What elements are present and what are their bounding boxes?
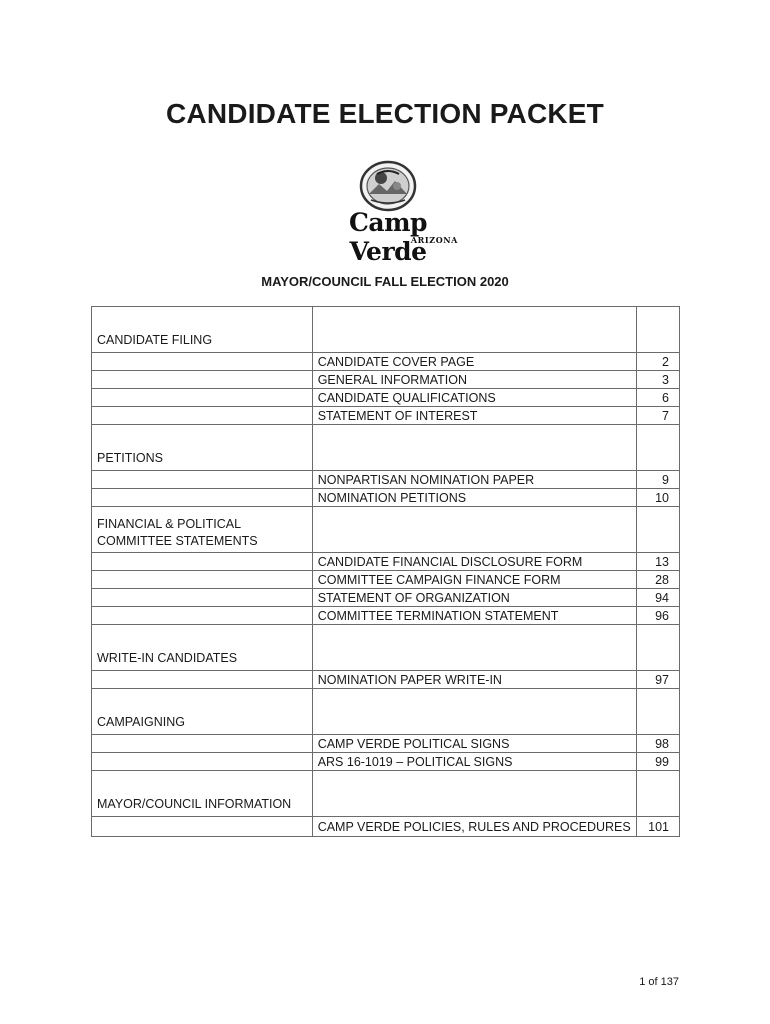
item-label: NOMINATION PETITIONS bbox=[312, 489, 636, 507]
section-row bbox=[92, 689, 680, 735]
table-row bbox=[92, 353, 680, 371]
table-row bbox=[92, 371, 680, 389]
item-label: CAMP VERDE POLICIES, RULES AND PROCEDURES bbox=[312, 817, 636, 837]
table-row bbox=[92, 589, 680, 607]
item-page: 101 bbox=[636, 817, 679, 837]
item-page: 99 bbox=[636, 753, 679, 771]
page-indicator: 1 of 137 bbox=[639, 976, 679, 988]
document-title: CANDIDATE ELECTION PACKET bbox=[166, 98, 604, 129]
table-row bbox=[92, 817, 680, 837]
item-page: 13 bbox=[636, 553, 679, 571]
item-label: NONPARTISAN NOMINATION PAPER bbox=[312, 471, 636, 489]
item-label: STATEMENT OF INTEREST bbox=[312, 407, 636, 425]
item-page: 9 bbox=[636, 471, 679, 489]
item-label: GENERAL INFORMATION bbox=[312, 371, 636, 389]
table-row bbox=[92, 471, 680, 489]
section-heading: FINANCIAL & POLITICAL COMMITTEE STATEMENTS bbox=[92, 507, 313, 553]
section-heading: PETITIONS bbox=[92, 425, 313, 471]
item-label: ARS 16-1019 – POLITICAL SIGNS bbox=[312, 753, 636, 771]
section-row bbox=[92, 307, 680, 353]
item-page: 2 bbox=[636, 353, 679, 371]
table-row bbox=[92, 671, 680, 689]
logo-wordmark: Camp Verde bbox=[348, 208, 428, 266]
section-heading: WRITE-IN CANDIDATES bbox=[92, 625, 313, 671]
table-row bbox=[92, 753, 680, 771]
item-page: 98 bbox=[636, 735, 679, 753]
item-page: 96 bbox=[636, 607, 679, 625]
town-seal-icon bbox=[357, 160, 419, 212]
contents-table bbox=[91, 306, 680, 837]
table-row bbox=[92, 407, 680, 425]
table-row bbox=[92, 607, 680, 625]
item-label: CANDIDATE QUALIFICATIONS bbox=[312, 389, 636, 407]
section-row bbox=[92, 771, 680, 817]
item-page: 94 bbox=[636, 589, 679, 607]
section-row bbox=[92, 507, 680, 553]
item-page: 28 bbox=[636, 571, 679, 589]
section-heading: MAYOR/COUNCIL INFORMATION bbox=[92, 771, 313, 817]
table-row bbox=[92, 735, 680, 753]
item-label: CANDIDATE COVER PAGE bbox=[312, 353, 636, 371]
election-subtitle: MAYOR/COUNCIL FALL ELECTION 2020 bbox=[261, 274, 509, 289]
section-heading: CAMPAIGNING bbox=[92, 689, 313, 735]
section-row bbox=[92, 625, 680, 671]
item-page: 97 bbox=[636, 671, 679, 689]
item-label: CAMP VERDE POLITICAL SIGNS bbox=[312, 735, 636, 753]
table-row bbox=[92, 571, 680, 589]
item-label: CANDIDATE FINANCIAL DISCLOSURE FORM bbox=[312, 553, 636, 571]
item-page: 7 bbox=[636, 407, 679, 425]
camp-verde-logo bbox=[312, 160, 464, 266]
item-page: 3 bbox=[636, 371, 679, 389]
section-heading: CANDIDATE FILING bbox=[92, 307, 313, 353]
logo-state: ARIZONA bbox=[410, 235, 458, 245]
section-row bbox=[92, 425, 680, 471]
item-page: 6 bbox=[636, 389, 679, 407]
table-row bbox=[92, 489, 680, 507]
item-label: STATEMENT OF ORGANIZATION bbox=[312, 589, 636, 607]
item-label: NOMINATION PAPER WRITE-IN bbox=[312, 671, 636, 689]
item-page: 10 bbox=[636, 489, 679, 507]
table-row bbox=[92, 553, 680, 571]
table-row bbox=[92, 389, 680, 407]
item-label: COMMITTEE CAMPAIGN FINANCE FORM bbox=[312, 571, 636, 589]
item-label: COMMITTEE TERMINATION STATEMENT bbox=[312, 607, 636, 625]
